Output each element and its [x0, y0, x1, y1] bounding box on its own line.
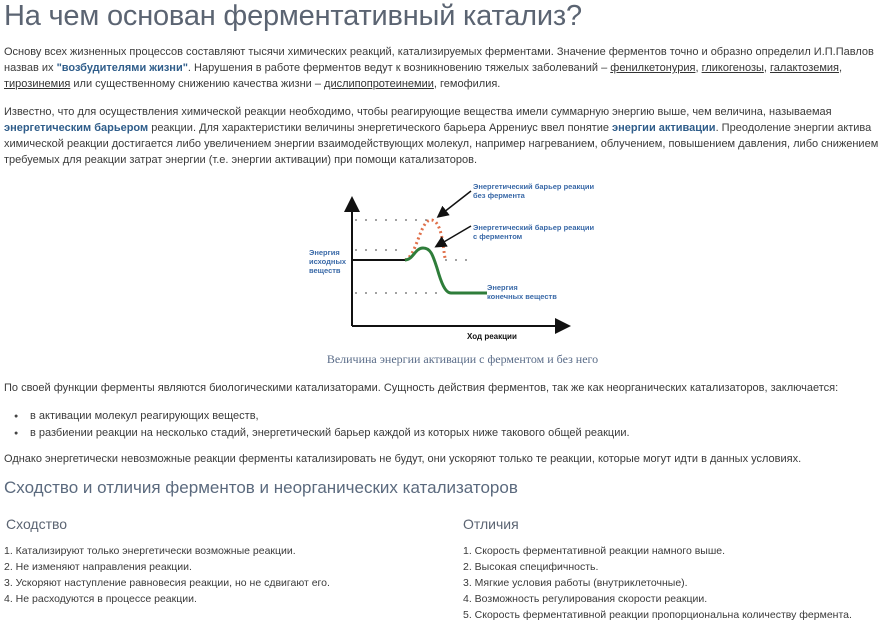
barrier-text-3: . Преодоление энергии актива химической реакции достигается либо увеличением энергии взаимодействующих молекул, например нагреванием, облучением, повышением давления, либо снижением требуемых для реакции затрат энергии (т.е. энергии активации) при помощи катализаторов. [4, 122, 879, 166]
curve-with-enzyme [405, 248, 487, 293]
limitation-paragraph: Однако энергетически невозможные реакции ферменты катализировать не будут, они ускоряют только те реакции, которые могут идти в данных условиях. [4, 453, 802, 465]
label-start-3: веществ [309, 266, 341, 275]
label-start-2: исходных [309, 257, 347, 266]
section-title: Сходство и отличия ферментов и неорганических катализаторов [4, 478, 518, 497]
list-item: 4. Возможность регулирования скорости реакции. [463, 593, 708, 605]
intro-text-1: Основу всех жизненных процессов составляют тысячи химических реакций, катализируемых ферментами. Значение ферментов точно и образно определил И.П.Павлов назвав их [4, 46, 874, 74]
similarity-list [4, 543, 330, 607]
intro-text-2: . Нарушения в работе ферментов ведут к возникновению тяжелых заболеваний – [187, 62, 611, 74]
link-dyslipoproteinemia[interactable]: дислипопротеинемии [324, 78, 434, 90]
link-galactosemia[interactable]: галактоземия [770, 62, 839, 74]
term-activation-energy: энергии активации [612, 122, 716, 134]
label-cat-2: с ферментом [473, 232, 523, 241]
list-item: ● в разбиении реакции на несколько стадий, энергетический барьер каждой из которых ниже такового общей реакции. [14, 425, 630, 442]
link-glycogenoses[interactable]: гликогенозы [701, 62, 764, 74]
list-item: 3. Мягкие условия работы (внутриклеточные). [463, 577, 688, 589]
barrier-paragraph [4, 104, 886, 168]
intro-text-3: или существенному снижению качества жизни – [70, 78, 325, 90]
label-nocat-1: Энергетический барьер реакции [473, 182, 595, 191]
function-paragraph: По своей функции ферменты являются биологическими катализаторами. Сущность действия ферментов, так же как неорганических катализаторов, заключается: [4, 382, 839, 394]
list-item: ● в активации молекул реагирующих веществ, [14, 408, 630, 425]
page-title: На чем основан ферментативный катализ? [4, 0, 582, 32]
curve-without-enzyme [405, 220, 445, 260]
list-item: 2. Не изменяют направления реакции. [4, 561, 192, 573]
label-start-1: Энергия [309, 248, 340, 257]
pointer-cat [437, 226, 471, 246]
barrier-text-1: Известно, что для осуществления химической реакции необходимо, чтобы реагирующие вещества имели суммарную энергию выше, чем величина, называемая [4, 106, 832, 118]
list-item: 1. Катализируют только энергетически возможные реакции. [4, 545, 296, 557]
label-cat-1: Энергетический барьер реакции [473, 223, 595, 232]
link-activators-of-life[interactable]: "возбудителями жизни" [56, 62, 188, 74]
intro-text-4: , гемофилия. [433, 78, 501, 90]
link-tyrosinemia[interactable]: тирозинемия [4, 78, 71, 90]
differences-title: Отличия [463, 516, 519, 532]
list-item: 1. Скорость ферментативной реакции намного выше. [463, 545, 726, 557]
intro-paragraph: Основу всех жизненных процессов составляют тысячи химических реакций, катализируемых ферментами. Значение ферментов точно и образно определил И.П.Павлов назвав их "возбудителями жизни". Нарушения в работе ферментов ведут к возникновению тяжелых заболеваний – фенилкетонурия, гликогенозы, галактоземия, тирозинемия или существенному снижению качества жизни – дислипопротеинемии, гемофилия. [4, 46, 874, 90]
list-item: 5. Скорость ферментативной реакции пропорциональна количеству фермента. [463, 609, 852, 621]
x-axis-label: Ход реакции [467, 332, 517, 341]
mechanism-list [14, 408, 630, 442]
figure-caption: Величина энергии активации с ферментом и без него [326, 352, 599, 366]
label-end-2: конечных веществ [487, 292, 557, 301]
differences-list [463, 543, 852, 623]
term-energy-barrier: энергетическим барьером [4, 122, 149, 134]
pointer-nocat [439, 191, 471, 216]
label-end-1: Энергия [487, 283, 518, 292]
similarity-title: Сходство [6, 516, 68, 532]
activation-energy-diagram [305, 178, 625, 343]
barrier-text-2: реакции. Для характеристики величины энергетического барьера Аррениус ввел понятие [148, 122, 613, 134]
label-nocat-2: без фермента [473, 191, 525, 200]
list-item: 2. Высокая специфичность. [463, 561, 599, 573]
list-item: 4. Не расходуются в процессе реакции. [4, 593, 197, 605]
link-phenylketonuria[interactable]: фенилкетонурия [610, 62, 696, 74]
list-item: 3. Ускоряют наступление равновесия реакции, но не сдвигают его. [4, 577, 330, 589]
